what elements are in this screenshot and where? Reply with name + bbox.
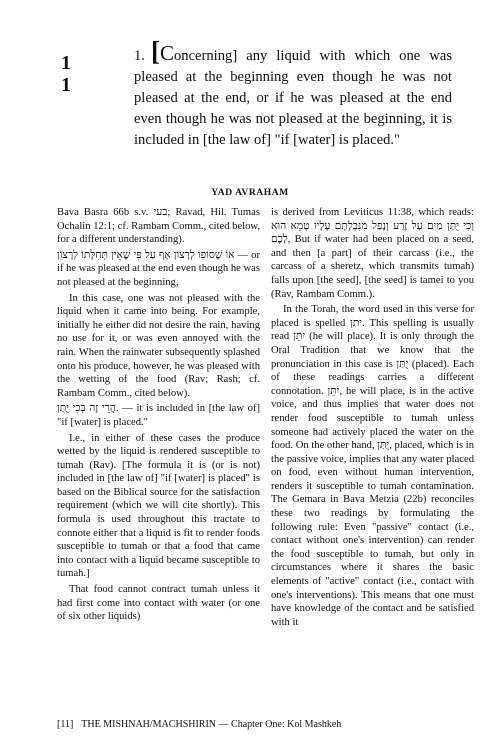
paragraph: is derived from Leviticus 11:38, which reads: וְכִי יֻתַּן מַיִם עַל זֶרַע וְנָפַל מִנִּבְלָתָם עָלָיו טָמֵא הוּא לָכֶם, But if water had been placed on a seed, and then [a part] of their carcass (i.e., the carcass of a sheretz, which transmits tumah) falls upon [the seed], [the seed] is tamei to you (Rav, Rambam Comm.).: [271, 207, 474, 300]
page-footer: [57, 719, 457, 731]
section-title: YAD AVRAHAM: [211, 188, 289, 198]
paragraph: I.e., in either of these cases the produce wetted by the liquid is rendered susceptible to tumah (Rav). [The formula it is (or is not) included in [the law of] "if [water] is placed" is based on the Biblical source for the satisfaction requirement (which we will cite shortly). This formula is used throughout this tractate to connote either that a liquid is fit to render foods susceptible to tumah or that a food that came into contact with a liquid became susceptible to tumah.]: [57, 432, 260, 580]
running-title: THE MISHNAH/MACHSHIRIN — Chapter One: Kol Mashkeh: [81, 719, 342, 730]
chapter-number: 1: [61, 52, 71, 74]
paragraph: That food cannot contract tumah unless it had first come into contact with water (or one of six other liquids): [57, 584, 260, 623]
paragraph: Bava Basra 66b s.v. בעי; Ravad, Hil. Tumas Ochalin 12:1; cf. Rambam Comm., cited below, for a different understanding).: [57, 207, 260, 246]
right-column: [271, 206, 474, 706]
paragraph: In the Torah, the word used in this verse for placed is spelled יתן. This spelling is usually read יִתֵּן (he will place). It is only through the Oral Tradition that we know that the pronunciation in this case is יֻתַּן (placed). Each of these readings carries a different connotation. יִתֵּן, he will place, is in the active voice, and thus implies that water does not render food susceptible to tumah unless someone had actively placed the water on the food. On the other hand, יֻתַּן, placed, which is in the passive voice, implies that any water placed on food, even without human intervention, renders it susceptible to tumah contamination. The Gemara in Bava Metzia (22b) reconciles these two readings by formulating the following rule: Even "passive" contact (i.e., contact without one's intervention) can render the food susceptible to tumah, but only in circumstances where it shares the basic elements of "active" contact (i.e., contact with one's interventions). This means that one must have knowledge of the contact and be satisfied with it: [271, 304, 474, 628]
mishnah-number-marker: 1: [61, 74, 71, 96]
page-number: [11]: [57, 719, 74, 730]
mishnah-body: oncerning] any liquid with which one was pleased at the beginning even though he was not pleased at the end, or if he was pleased at the end even though he was not pleased at the beginning, it is included in [the law of] "if [water] is placed.": [134, 48, 452, 148]
drop-letter: C: [159, 41, 174, 65]
chapter-mishnah-marker: [58, 52, 74, 96]
paragraph: הֲרֵי זֶה בְּכִי יֻתַּן. — it is included in [the law of] "if [water] is placed.": [57, 403, 260, 428]
paragraph: אוֹ שֶׁסּוֹפוֹ לְרָצוֹן אַף עַל פִּי שֶׁאֵין תְּחִלָּתוֹ לְרָצוֹן — or if he was pleased at the end even though he was not pleased at the beginning,: [57, 249, 260, 288]
mishnah-number: 1.: [134, 48, 145, 64]
left-column: [57, 206, 260, 706]
open-bracket: [: [150, 36, 160, 66]
paragraph: In this case, one was not pleased with the liquid when it came into being. For example, initially he either did not desire the rain, having no use for it, or was even annoyed with the rain. When the rainwater subsequently splashed onto his produce, however, he was pleased with the wetting of the food (Rav; Rash; cf. Rambam Comm., cited below).: [57, 292, 260, 399]
mishnah-text: [134, 36, 452, 151]
